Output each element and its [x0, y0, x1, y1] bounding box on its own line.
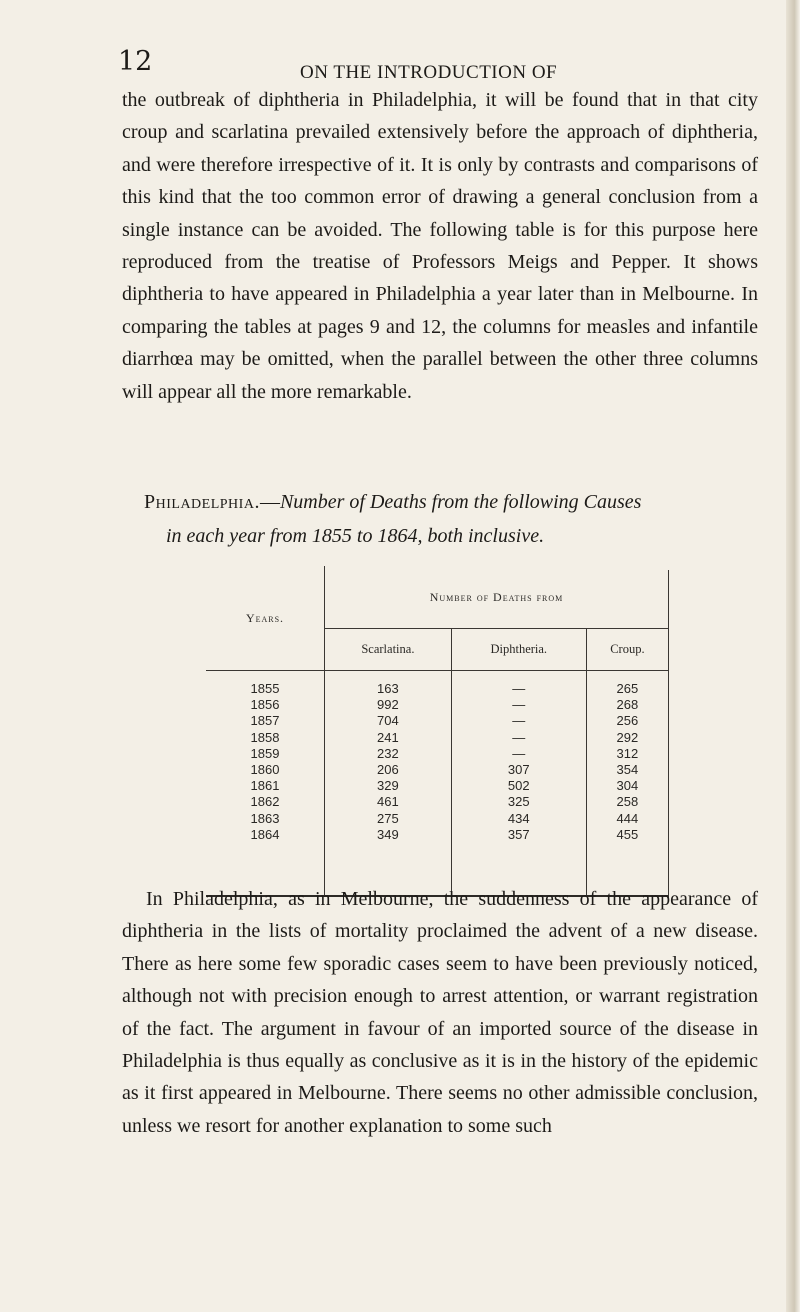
table-cell-diphtheria: 325	[507, 794, 530, 810]
running-head: ON THE INTRODUCTION OF	[300, 62, 558, 83]
table-cell-years: 1862	[250, 794, 280, 810]
group-header: Number of Deaths from	[325, 566, 669, 629]
table-cell-diphtheria: 434	[507, 810, 530, 826]
page-edge-shadow	[786, 0, 800, 1312]
table-cell-diphtheria: 307	[507, 761, 530, 777]
table-cell-scarlatina: 275	[377, 810, 399, 826]
table-cell-croup: 268	[616, 697, 639, 713]
croup-column	[586, 671, 668, 897]
table-cell-years: 1857	[250, 713, 280, 729]
table-cell-scarlatina: 461	[377, 794, 399, 810]
table-cell-croup: 292	[616, 729, 639, 745]
table-cell-diphtheria: —	[512, 697, 526, 713]
page-number: 12	[118, 46, 153, 77]
table-caption-line-1	[122, 485, 762, 519]
table-cell-scarlatina: 349	[377, 826, 399, 842]
table-cell-croup: 455	[616, 826, 639, 842]
table-cell-scarlatina: 704	[377, 713, 399, 729]
table-cell-diphtheria: —	[512, 713, 526, 729]
table-cell-croup: 265	[616, 681, 639, 696]
table-cell-diphtheria: —	[512, 729, 526, 745]
table-cell-scarlatina: 206	[377, 761, 399, 777]
table-right-rule	[668, 570, 669, 900]
table-cell-scarlatina: 329	[377, 778, 399, 794]
table-cell-croup: 312	[616, 745, 639, 761]
deaths-table	[206, 566, 668, 897]
paragraph-1: the outbreak of diphtheria in Philadelphia, it will be found that in that city croup and scarlatina prevailed extensively before the approach of diphtheria, and were therefore irrespective of it. It is only by contrasts and comparisons of this kind that the too common error of drawing a general conclusion from a single instance can be avoided. The following table is for this purpose here reproduced from the treatise of Professors Meigs and Pepper. It shows diphtheria to have appeared in Philadelphia a year later than in Melbourne. In comparing the tables at pages 9 and 12, the columns for measles and infantile diarrhœa may be omitted, when the parallel between the other three columns will appear all the more remarkable.	[122, 89, 758, 403]
table-cell-years: 1856	[250, 697, 280, 713]
caption-place: Philadelphia.	[144, 491, 260, 513]
table-cell-croup: 258	[616, 794, 639, 810]
column-header-diphtheria: Diphtheria.	[451, 629, 586, 671]
table-cell-years: 1861	[250, 778, 280, 794]
table-caption-line-2: in each year from 1855 to 1864, both inclusive.	[166, 525, 545, 547]
table-cell-years: 1858	[250, 729, 280, 745]
table-cell-croup: 256	[616, 713, 639, 729]
caption-title-1: Number of Deaths from the following Causes	[279, 491, 642, 513]
table-cell-scarlatina: 241	[377, 729, 399, 745]
table-cell-diphtheria: —	[512, 681, 526, 696]
table-cell-scarlatina: 163	[377, 681, 399, 696]
table-cell-croup: 444	[616, 810, 639, 826]
caption-dash: —	[259, 491, 280, 513]
table-cell-diphtheria: 357	[507, 826, 530, 842]
column-header-croup: Croup.	[586, 629, 668, 671]
table-cell-scarlatina: 992	[377, 697, 399, 713]
table-cell-croup: 354	[616, 761, 639, 777]
table-cell-years: 1863	[250, 810, 280, 826]
table-cell-years: 1855	[250, 681, 280, 696]
table-cell-scarlatina: 232	[377, 745, 399, 761]
column-header-scarlatina: Scarlatina.	[325, 629, 452, 671]
diphtheria-column	[451, 671, 586, 897]
paragraph-2: In Philadelphia, as in Melbourne, the suddenness of the appearance of diphtheria in the lists of mortality proclaimed the advent of a new disease. There as here some few sporadic cases seem to have been previously noticed, although not with precision enough to arrest attention, or warrant registration of the fact. The argument in favour of an imported source of the disease in Philadelphia is thus equally as conclusive as it is in the history of the epidemic as it first appeared in Melbourne. There seems no other admissible conclusion, unless we resort for another explanation to some such	[122, 888, 758, 1137]
table-cell-years: 1859	[250, 745, 280, 761]
years-header: Years.	[206, 566, 325, 671]
table-cell-diphtheria: 502	[507, 778, 530, 794]
table-cell-years: 1864	[250, 826, 280, 842]
table-cell-croup: 304	[616, 778, 639, 794]
years-column	[206, 671, 325, 897]
table-cell-diphtheria: —	[512, 745, 526, 761]
scarlatina-column	[325, 671, 452, 897]
table-cell-years: 1860	[250, 761, 280, 777]
